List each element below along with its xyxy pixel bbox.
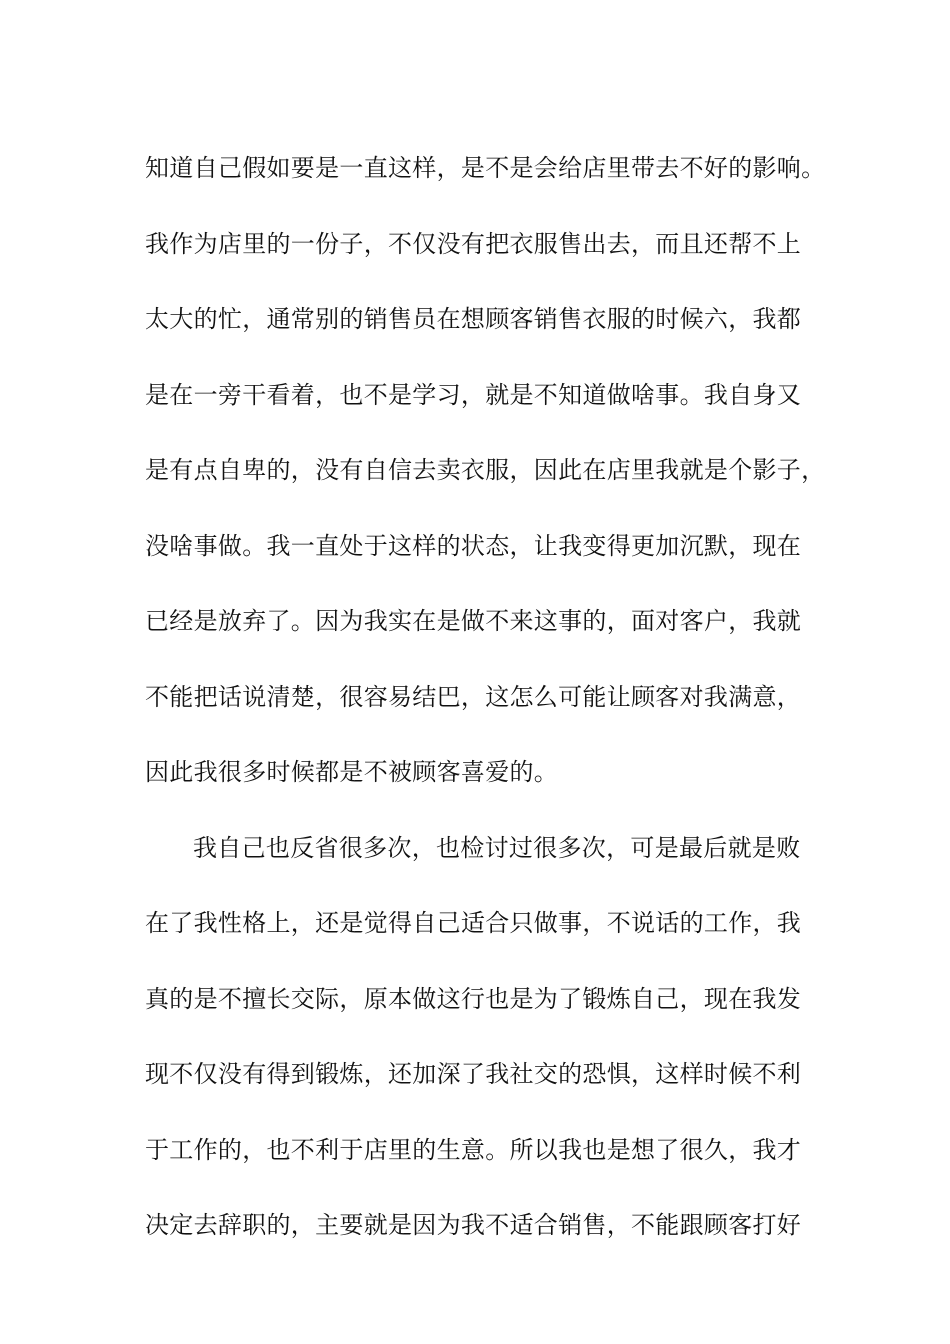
text-line: 因此我很多时候都是不被顾客喜爱的。 (145, 758, 559, 786)
text-line: 是有点自卑的，没有自信去卖衣服，因此在店里我就是个影子， (145, 456, 826, 484)
text-line: 我作为店里的一份子，不仅没有把衣服售出去，而且还帮不上 (145, 229, 802, 258)
text-line: 是在一旁干看着，也不是学习，就是不知道做啥事。我自身又 (145, 380, 802, 409)
text-line: 已经是放弃了。因为我实在是做不来这事的，面对客户，我就 (145, 607, 802, 635)
text-line: 真的是不擅长交际，原本做这行也是为了锻炼自己，现在我发 (145, 984, 802, 1013)
text-line: 知道自己假如要是一直这样，是不是会给店里带去不好的影响。 (145, 154, 826, 182)
text-line: 在了我性格上，还是觉得自己适合只做事，不说话的工作，我 (145, 909, 802, 937)
paragraph-start-line: 我自己也反省很多次，也检讨过很多次，可是最后就是败 (193, 833, 801, 862)
text-line: 没啥事做。我一直处于这样的状态，让我变得更加沉默，现在 (145, 531, 802, 560)
text-line: 决定去辞职的，主要就是因为我不适合销售，不能跟顾客打好 (145, 1211, 802, 1239)
text-line: 太大的忙，通常别的销售员在想顾客销售衣服的时候六，我都 (145, 305, 802, 333)
text-line: 于工作的，也不利于店里的生意。所以我也是想了很久，我才 (145, 1135, 802, 1164)
text-line: 现不仅没有得到锻炼，还加深了我社交的恐惧，这样时候不利 (145, 1060, 802, 1088)
body-text (145, 131, 826, 1264)
text-line: 不能把话说清楚，很容易结巴，这怎么可能让顾客对我满意， (145, 682, 802, 711)
